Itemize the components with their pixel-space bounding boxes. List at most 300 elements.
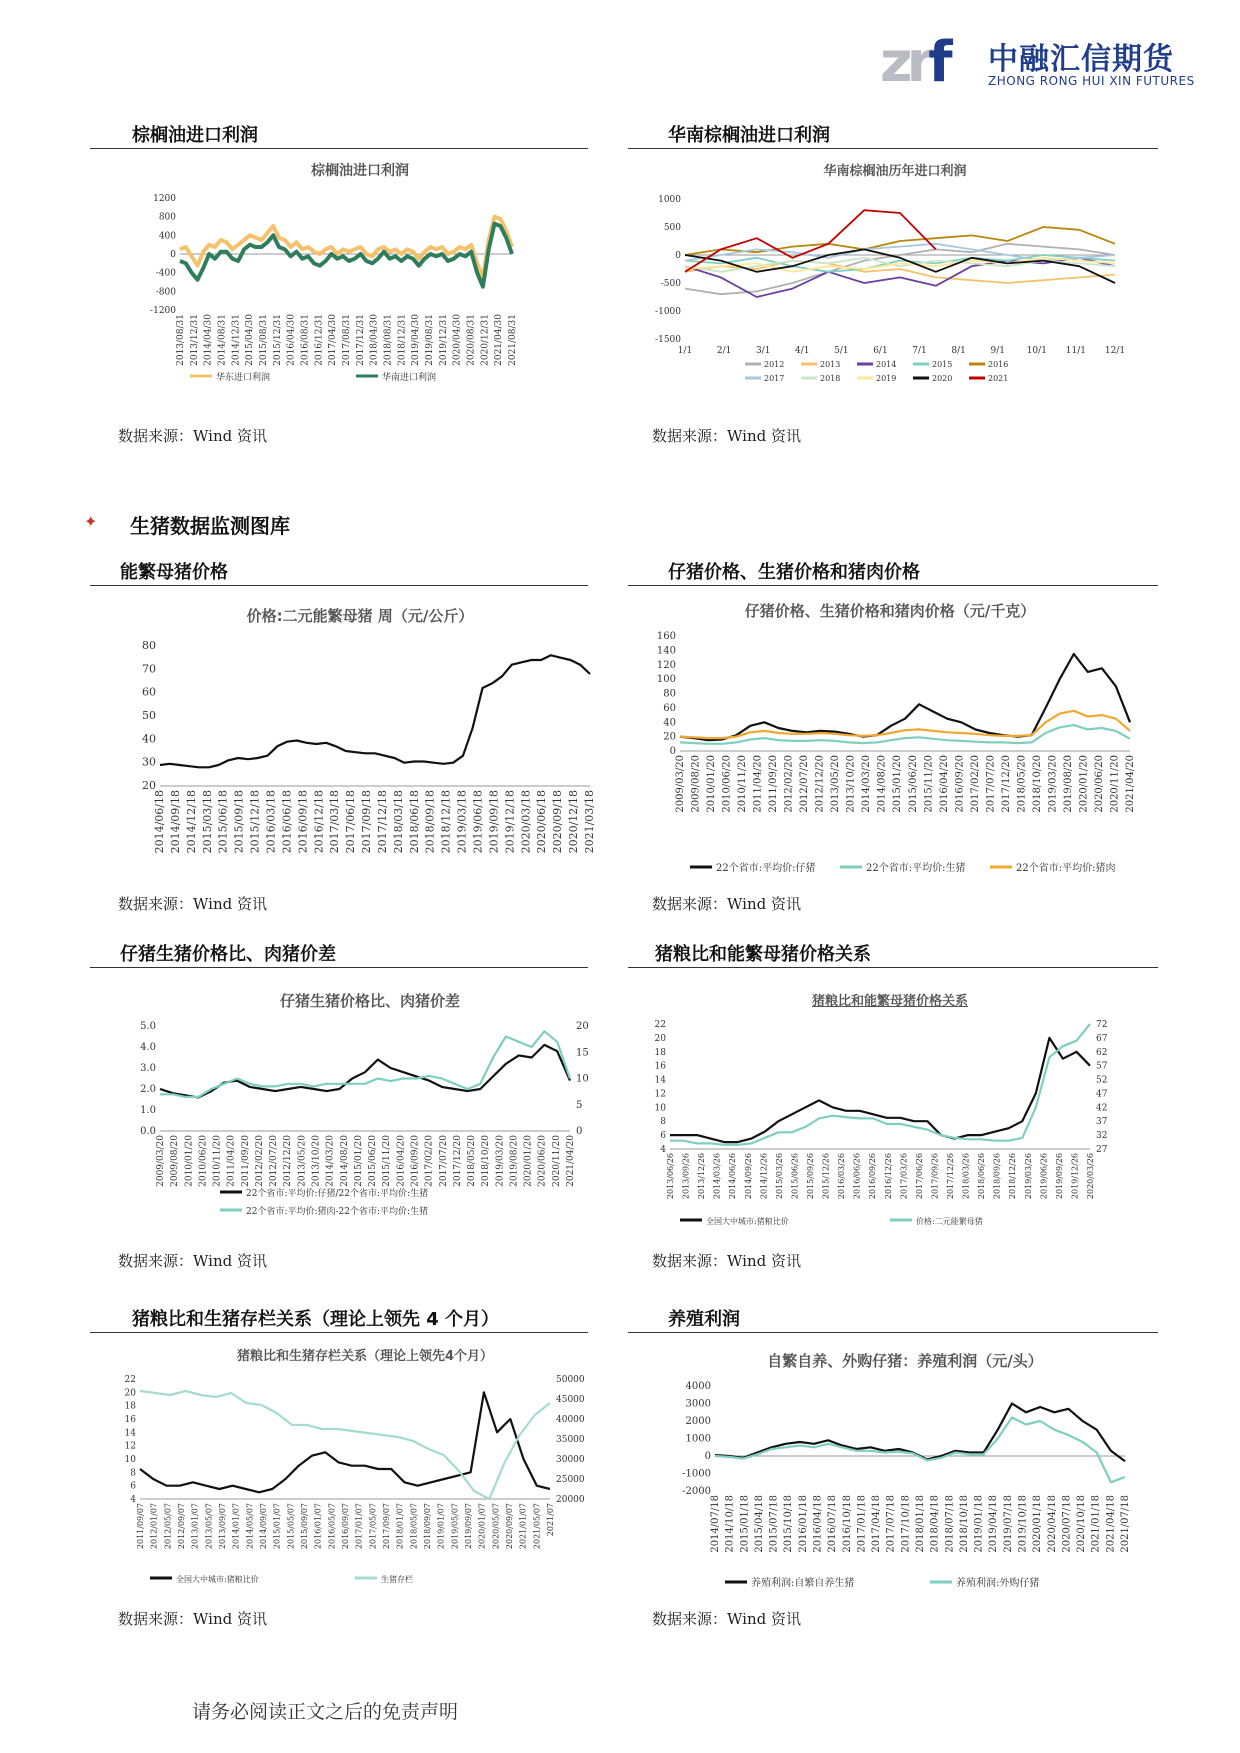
y-tick-label: 0 — [704, 1451, 711, 1462]
x-tick-label: 2020/06/20 — [537, 1135, 548, 1187]
x-tick-label: 2014/01/07 — [231, 1503, 241, 1550]
legend-label: 养殖利润:外购仔猪 — [956, 1578, 1040, 1589]
x-tick-label: 2021/04/20 — [566, 1135, 576, 1187]
chart-sow-price — [120, 605, 600, 870]
chart-title: 仔猪生猪价格比、肉猪价差 — [279, 992, 460, 1010]
x-tick-label: 2009/03/20 — [675, 755, 686, 813]
x-tick-label: 2017/05/07 — [368, 1503, 378, 1550]
x-tick-label: 2021/04/20 — [1125, 755, 1136, 813]
x-tick-label: 2019/04/18 — [988, 1495, 1000, 1553]
x-tick-label: 7/1 — [912, 346, 927, 356]
series-line-22个省市:平均价:猪肉-22个省市:平均价:生猪 — [160, 1031, 570, 1097]
y-right-tick-label: 37 — [1096, 1117, 1108, 1128]
x-tick-label: 2014/12/26 — [759, 1153, 769, 1200]
divider — [90, 585, 588, 586]
y-tick-label: -1500 — [655, 335, 681, 345]
series-line-22个省市:平均价:猪肉 — [680, 711, 1130, 738]
x-tick-label: 2017/07/18 — [885, 1495, 897, 1553]
x-tick-label: 2014/04/30 — [203, 314, 214, 366]
x-tick-label: 12/1 — [1104, 346, 1126, 356]
chart-svg — [120, 1364, 610, 1594]
legend-label: 2020 — [932, 374, 953, 383]
y-tick-label: 80 — [663, 688, 676, 700]
x-tick-label: 2021/01/07 — [518, 1503, 528, 1550]
x-tick-label: 2019/08/20 — [509, 1135, 520, 1187]
y-tick-label: 22 — [124, 1375, 136, 1385]
x-tick-label: 2015/01/20 — [353, 1135, 364, 1187]
x-tick-label: 2016/06/18 — [280, 790, 294, 854]
y-right-tick-label: 47 — [1096, 1089, 1108, 1100]
x-tick-label: 2020/06/20 — [1093, 755, 1105, 813]
legend-label: 2013 — [820, 360, 841, 369]
legend-label: 价格:二元能繁母猪 — [916, 1217, 983, 1226]
x-tick-label: 2015/06/26 — [790, 1153, 800, 1200]
x-tick-label: 2016/12/31 — [314, 314, 325, 366]
y-right-tick-label: 40000 — [556, 1415, 585, 1425]
logo-mark: zrf — [880, 30, 947, 95]
y-right-tick-label: 52 — [1096, 1075, 1108, 1086]
x-tick-label: 2015/03/18 — [200, 790, 214, 854]
divider — [90, 148, 588, 149]
x-tick-label: 2020/11/20 — [551, 1135, 562, 1187]
y-tick-label: -1200 — [150, 306, 176, 316]
y-tick-label: -400 — [155, 268, 176, 279]
x-tick-label: 2013/10/20 — [311, 1135, 322, 1187]
y-tick-label: 20 — [124, 1388, 136, 1399]
x-tick-label: 2010/01/20 — [184, 1135, 195, 1187]
y-tick-label: 1000 — [658, 195, 681, 205]
x-tick-label: 2014/07/18 — [710, 1495, 721, 1553]
x-tick-label: 2015/01/18 — [739, 1495, 751, 1553]
legend-label: 22个省市:平均价:猪肉-22个省市:平均价:生猪 — [246, 1207, 429, 1217]
data-source: 数据来源：Wind 资讯 — [652, 427, 801, 445]
x-tick-label: 2012/12/20 — [283, 1135, 294, 1187]
x-tick-label: 2010/11/20 — [212, 1135, 223, 1187]
x-tick-label: 2015/06/18 — [216, 790, 230, 854]
y-tick-label: 40 — [142, 732, 156, 746]
x-tick-label: 2017/12/20 — [452, 1135, 463, 1187]
y-right-tick-label: 30000 — [556, 1455, 585, 1465]
y-tick-label: 22 — [654, 1020, 666, 1030]
x-tick-label: 2021/04/30 — [494, 314, 505, 366]
x-tick-label: 2014/08/20 — [876, 755, 888, 813]
company-logo — [880, 30, 1195, 100]
x-tick-label: 2018/04/30 — [369, 314, 380, 366]
x-tick-label: 2017/04/18 — [871, 1495, 883, 1553]
x-tick-label: 2018/12/18 — [439, 790, 453, 854]
x-tick-label: 2012/12/20 — [814, 755, 826, 813]
x-tick-label: 2017/02/20 — [424, 1135, 435, 1187]
x-tick-label: 2019/06/18 — [471, 790, 485, 854]
footer-disclaimer: 请务必阅读正文之后的免责声明 — [192, 1701, 459, 1723]
legend-label: 2012 — [764, 360, 785, 369]
x-tick-label: 2018/07/18 — [944, 1495, 956, 1553]
x-tick-label: 2012/09/07 — [177, 1503, 186, 1550]
x-tick-label: 2013/08/31 — [176, 314, 186, 366]
x-tick-label: 2015/11/20 — [923, 755, 935, 813]
x-tick-label: 2020/12/31 — [480, 314, 491, 366]
x-tick-label: 2016/09/07 — [341, 1503, 350, 1550]
section-title-piglet-hog-ratio: 仔猪生猪价格比、肉猪价差 — [120, 944, 336, 965]
x-tick-label: 2010/11/20 — [737, 755, 749, 813]
data-source: 数据来源：Wind 资讯 — [652, 895, 801, 913]
legend-label: 2017 — [764, 374, 785, 383]
x-tick-label: 2016/05/07 — [327, 1503, 337, 1550]
pig-section-heading: 生猪数据监测图库 — [130, 514, 290, 538]
x-tick-label: 2018/09/26 — [992, 1153, 1002, 1200]
x-tick-label: 2020/01/07 — [477, 1503, 487, 1550]
x-tick-label: 2017/03/26 — [899, 1153, 909, 1200]
x-tick-label: 2010/06/20 — [198, 1135, 209, 1187]
y-right-tick-label: 35000 — [556, 1435, 585, 1445]
x-tick-label: 2017/01/18 — [856, 1495, 868, 1553]
x-tick-label: 2019/06/26 — [1039, 1153, 1049, 1200]
chart-svg — [120, 626, 600, 876]
x-tick-label: 2017/06/26 — [914, 1153, 924, 1200]
x-tick-label: 2019/01/18 — [973, 1495, 985, 1553]
x-tick-label: 2018/09/18 — [423, 790, 437, 854]
y-tick-label: 18 — [124, 1401, 136, 1412]
y-tick-label: -500 — [660, 279, 681, 289]
legend-label: 华南进口利润 — [382, 373, 437, 383]
x-tick-label: 2014/12/31 — [231, 314, 242, 366]
x-tick-label: 2018/03/26 — [961, 1153, 971, 1200]
y-tick-label: 0 — [669, 746, 676, 757]
x-tick-label: 2011/04/20 — [226, 1135, 237, 1187]
y-right-tick-label: 67 — [1096, 1033, 1108, 1044]
x-tick-label: 2019/04/30 — [411, 314, 422, 366]
x-tick-label: 2013/05/20 — [830, 755, 842, 813]
y-tick-label: 8 — [660, 1117, 666, 1128]
x-tick-label: 2018/06/26 — [977, 1153, 987, 1200]
y-right-tick-label: 0 — [576, 1126, 583, 1137]
series-line-22个省市:平均价:仔猪/22个省市:平均价:生猪 — [160, 1045, 570, 1098]
x-tick-label: 2018/10/20 — [481, 1135, 492, 1187]
x-tick-label: 2015/04/18 — [753, 1495, 765, 1553]
x-tick-label: 2016/04/18 — [812, 1495, 824, 1553]
x-tick-label: 9/1 — [990, 346, 1005, 356]
chart-title: 猪粮比和能繁母猪价格关系 — [811, 994, 968, 1009]
x-tick-label: 3/1 — [755, 346, 771, 356]
x-tick-label: 2020/09/18 — [551, 790, 565, 854]
x-tick-label: 2015/09/07 — [300, 1503, 309, 1550]
chart-svg — [645, 1009, 1135, 1234]
x-tick-label: 2014/09/26 — [743, 1153, 753, 1200]
x-tick-label: 2018/10/18 — [958, 1495, 970, 1553]
y-right-tick-label: 42 — [1096, 1103, 1108, 1114]
x-tick-label: 2017/08/31 — [342, 314, 352, 366]
series-line-华南进口利润 — [180, 224, 512, 287]
x-tick-label: 2012/02/20 — [783, 755, 795, 813]
y-tick-label: 30 — [142, 755, 156, 769]
x-tick-label: 2016/12/18 — [312, 790, 326, 854]
x-tick-label: 2019/03/20 — [1047, 755, 1059, 813]
x-tick-label: 8/1 — [951, 346, 966, 356]
y-tick-label: 160 — [656, 631, 676, 642]
x-tick-label: 2016/04/20 — [396, 1135, 407, 1187]
y-tick-label: 12 — [654, 1089, 666, 1100]
data-source: 数据来源：Wind 资讯 — [652, 1610, 801, 1628]
x-tick-label: 2017/04/30 — [328, 314, 339, 366]
y-tick-label: 1000 — [685, 1433, 711, 1445]
x-tick-label: 2019/03/26 — [1023, 1153, 1033, 1200]
x-tick-label: 2013/12/31 — [189, 314, 200, 366]
x-tick-label: 2014/03/26 — [712, 1153, 722, 1200]
y-tick-label: 10 — [654, 1103, 666, 1114]
series-line-价格:二元能繁母猪 — [160, 655, 590, 767]
x-tick-label: 2014/12/18 — [184, 790, 198, 854]
chart-title: 猪粮比和生猪存栏关系（理论上领先4个月） — [236, 1349, 494, 1364]
series-line-价格:二元能繁母猪 — [670, 1024, 1090, 1145]
x-tick-label: 2016/08/31 — [300, 314, 311, 366]
x-tick-label: 2016/06/26 — [852, 1153, 862, 1200]
x-tick-label: 2014/03/20 — [325, 1135, 336, 1187]
x-tick-label: 2015/03/26 — [774, 1153, 784, 1200]
y-tick-label: 12 — [124, 1441, 136, 1452]
x-tick-label: 2015/06/20 — [368, 1135, 379, 1187]
x-tick-label: 2014/09/18 — [168, 790, 182, 854]
x-tick-label: 2018/12/26 — [1008, 1153, 1018, 1200]
x-tick-label: 2019/09/26 — [1054, 1153, 1064, 1200]
chart-breeding-profit — [670, 1350, 1140, 1595]
y-tick-label: 2.0 — [140, 1084, 156, 1095]
divider — [628, 967, 1158, 968]
divider — [90, 1332, 588, 1333]
chart-palm-import-profit — [140, 160, 580, 410]
section-title-south-palm-profit: 华南棕榈油进口利润 — [668, 125, 830, 146]
legend-label: 2014 — [876, 360, 897, 369]
y-tick-label: 1.0 — [140, 1105, 156, 1116]
y-tick-label: 18 — [654, 1047, 666, 1058]
x-tick-label: 2015/12/18 — [248, 790, 262, 854]
x-tick-label: 2020/06/18 — [535, 790, 549, 854]
x-tick-label: 2016/09/20 — [410, 1135, 421, 1187]
y-tick-label: 20 — [142, 779, 156, 792]
diamond-bullet-icon: ✦ — [84, 512, 98, 531]
x-tick-label: 2009/03/20 — [156, 1135, 166, 1187]
divider — [628, 148, 1158, 149]
x-tick-label: 2020/04/30 — [452, 314, 463, 366]
x-tick-label: 2020/08/31 — [466, 314, 477, 366]
y-right-tick-label: 25000 — [556, 1475, 585, 1485]
legend-label: 全国大中城市:猪粮比价 — [176, 1575, 259, 1584]
x-tick-label: 2015/06/20 — [907, 755, 919, 813]
y-tick-label: 6 — [660, 1131, 666, 1142]
legend-label: 22个省市:平均价:仔猪 — [716, 863, 816, 874]
x-tick-label: 2015/01/07 — [272, 1503, 282, 1550]
x-tick-label: 2018/05/07 — [409, 1503, 419, 1550]
x-tick-label: 2017/12/18 — [375, 790, 389, 854]
x-tick-label: 2013/01/07 — [190, 1503, 200, 1550]
x-tick-label: 2009/08/20 — [170, 1135, 181, 1187]
x-tick-label: 2015/04/30 — [245, 314, 256, 366]
x-tick-label: 2014/06/18 — [153, 790, 166, 854]
chart-grain-ratio-inventory — [120, 1345, 610, 1590]
y-right-tick-label: 15 — [576, 1047, 589, 1059]
x-tick-label: 2015/05/07 — [286, 1503, 296, 1550]
x-tick-label: 2013/09/07 — [218, 1503, 227, 1550]
section-title-sow-price: 能繁母猪价格 — [120, 562, 228, 583]
chart-piglet-hog-pork — [640, 600, 1140, 875]
x-tick-label: 2016/09/20 — [954, 755, 966, 813]
y-tick-label: 1200 — [153, 194, 176, 204]
x-tick-label: 10/1 — [1026, 346, 1047, 356]
x-tick-label: 2021/05/07 — [532, 1503, 542, 1550]
x-tick-label: 2019/12/31 — [438, 314, 449, 366]
y-tick-label: 120 — [656, 659, 676, 671]
x-tick-label: 2020/07/18 — [1061, 1495, 1073, 1553]
y-tick-label: 2000 — [685, 1416, 711, 1427]
x-tick-label: 2021/01/18 — [1090, 1495, 1102, 1553]
y-tick-label: 8 — [130, 1468, 136, 1479]
x-tick-label: 2015/12/31 — [272, 314, 283, 366]
x-tick-label: 2017/12/20 — [1000, 755, 1012, 813]
y-right-tick-label: 20000 — [556, 1495, 585, 1505]
y-right-tick-label: 5 — [576, 1099, 583, 1111]
x-tick-label: 2016/04/30 — [286, 314, 297, 366]
y-tick-label: 60 — [142, 685, 156, 699]
x-tick-label: 2010/06/20 — [721, 755, 733, 813]
chart-piglet-hog-ratio — [130, 990, 610, 1230]
chart-title: 价格:二元能繁母猪 周（元/公斤） — [246, 607, 474, 625]
x-tick-label: 2018/03/18 — [391, 790, 405, 854]
x-tick-label: 2021/03/18 — [583, 790, 596, 854]
x-tick-label: 1/1 — [677, 346, 693, 356]
x-tick-label: 2016/10/18 — [841, 1495, 853, 1553]
x-tick-label: 2016/01/07 — [313, 1503, 323, 1550]
y-tick-label: 3000 — [685, 1398, 711, 1410]
x-tick-label: 2018/01/18 — [915, 1495, 926, 1553]
x-tick-label: 2015/12/26 — [821, 1153, 831, 1200]
x-tick-label: 2015/09/18 — [232, 790, 246, 854]
legend-label: 2016 — [988, 360, 1009, 369]
x-tick-label: 2011/04/20 — [752, 755, 764, 813]
x-tick-label: 2015/10/18 — [783, 1495, 795, 1553]
x-tick-label: 2018/05/20 — [1016, 755, 1028, 813]
y-tick-label: 140 — [656, 645, 676, 657]
legend-label: 22个省市:平均价:猪肉 — [1016, 863, 1116, 874]
y-tick-label: 6 — [130, 1481, 136, 1492]
x-tick-label: 2012/07/20 — [799, 755, 811, 813]
divider — [628, 585, 1158, 586]
x-tick-label: 2020/01/20 — [1078, 755, 1090, 813]
y-tick-label: 0.0 — [140, 1126, 156, 1137]
y-right-tick-label: 32 — [1096, 1131, 1108, 1142]
x-tick-label: 2019/12/18 — [503, 790, 517, 854]
section-title-grain-ratio-sow: 猪粮比和能繁母猪价格关系 — [655, 944, 871, 965]
legend-label: 华东进口利润 — [216, 373, 271, 383]
x-tick-label: 2013/12/26 — [697, 1153, 707, 1200]
x-tick-label: 2019/03/18 — [455, 790, 469, 854]
y-tick-label: 800 — [158, 212, 176, 223]
y-right-tick-label: 20 — [576, 1021, 589, 1032]
data-source: 数据来源：Wind 资讯 — [118, 1610, 267, 1628]
y-tick-label: 4000 — [685, 1381, 711, 1392]
x-tick-label: 2015/11/20 — [382, 1135, 393, 1187]
y-tick-label: 60 — [663, 702, 676, 714]
x-tick-label: 2018/05/20 — [467, 1135, 478, 1187]
x-tick-label: 2017/06/18 — [344, 790, 358, 854]
x-tick-label: 2017/03/18 — [328, 790, 342, 854]
x-tick-label: 5/1 — [834, 346, 849, 356]
x-tick-label: 2018/12/31 — [397, 314, 408, 366]
data-source: 数据来源：Wind 资讯 — [118, 895, 267, 913]
legend-label: 2015 — [932, 360, 953, 369]
x-tick-label: 2021/07/18 — [1120, 1495, 1131, 1553]
series-line-华东进口利润 — [180, 217, 512, 278]
legend-label: 2018 — [820, 374, 841, 383]
x-tick-label: 2014/06/26 — [728, 1153, 738, 1200]
x-tick-label: 2018/10/20 — [1031, 755, 1043, 813]
y-tick-label: 14 — [654, 1075, 666, 1086]
section-title-piglet-hog-pork: 仔猪价格、生猪价格和猪肉价格 — [668, 562, 920, 583]
y-right-tick-label: 45000 — [556, 1395, 585, 1405]
y-tick-label: 0 — [170, 250, 176, 260]
y-tick-label: 4.0 — [140, 1042, 156, 1053]
series-line-养殖利润:外购仔猪 — [715, 1418, 1125, 1483]
x-tick-label: 2020/09/07 — [505, 1503, 514, 1550]
x-tick-label: 2/1 — [716, 346, 732, 356]
legend-label: 2019 — [876, 374, 897, 383]
data-source: 数据来源：Wind 资讯 — [652, 1252, 801, 1270]
x-tick-label: 6/1 — [873, 346, 888, 356]
chart-title: 仔猪价格、生猪价格和猪肉价格（元/千克） — [744, 602, 1036, 620]
x-tick-label: 2014/08/31 — [217, 314, 228, 366]
x-tick-label: 2019/12/26 — [1070, 1153, 1080, 1200]
x-tick-label: 2016/09/26 — [868, 1153, 878, 1200]
y-tick-label: 16 — [124, 1415, 136, 1425]
x-tick-label: 2021/04/18 — [1105, 1495, 1117, 1553]
x-tick-label: 2012/02/20 — [254, 1135, 265, 1187]
y-tick-label: -800 — [155, 287, 176, 298]
legend-label: 22个省市:平均价:生猪 — [866, 863, 966, 874]
x-tick-label: 2016/09/18 — [296, 790, 310, 854]
divider — [90, 967, 588, 968]
chart-grain-ratio-sow — [645, 990, 1135, 1230]
x-tick-label: 2018/09/07 — [423, 1503, 432, 1550]
x-tick-label: 2013/05/07 — [204, 1503, 214, 1550]
x-tick-label: 2013/10/20 — [845, 755, 857, 813]
x-tick-label: 2013/06/26 — [666, 1153, 675, 1200]
x-tick-label: 2020/01/20 — [523, 1135, 534, 1187]
y-tick-label: 4 — [130, 1495, 136, 1505]
x-tick-label: 2011/09/20 — [240, 1135, 251, 1187]
divider — [628, 1332, 1158, 1333]
data-source: 数据来源：Wind 资讯 — [118, 427, 267, 445]
y-tick-label: 16 — [654, 1061, 666, 1072]
x-tick-label: 2018/08/31 — [383, 314, 394, 366]
legend-label: 22个省市:平均价:仔猪/22个省市:平均价:生猪 — [246, 1189, 429, 1199]
chart-svg — [655, 179, 1135, 419]
x-tick-label: 2011/09/07 — [136, 1503, 145, 1550]
y-tick-label: -1000 — [682, 1468, 711, 1480]
x-tick-label: 11/1 — [1065, 346, 1087, 356]
x-tick-label: 2010/01/20 — [706, 755, 718, 813]
chart-svg — [670, 1371, 1140, 1601]
x-tick-label: 2019/10/18 — [1017, 1495, 1029, 1553]
data-source: 数据来源：Wind 资讯 — [118, 1252, 267, 1270]
x-tick-label: 2011/09/20 — [768, 755, 780, 813]
x-tick-label: 2019/03/20 — [495, 1135, 506, 1187]
logo-en-name: ZHONG RONG HUI XIN FUTURES — [988, 74, 1195, 88]
chart-svg — [640, 621, 1140, 881]
y-right-tick-label: 62 — [1096, 1047, 1108, 1058]
x-tick-label: 2017/09/07 — [382, 1503, 391, 1550]
logo-cn-name: 中融汇信期货 — [988, 42, 1174, 77]
x-tick-label: 2017/07/20 — [438, 1135, 449, 1187]
x-tick-label: 2020/11/20 — [1109, 755, 1121, 813]
chart-title: 棕榈油进口利润 — [311, 163, 409, 179]
